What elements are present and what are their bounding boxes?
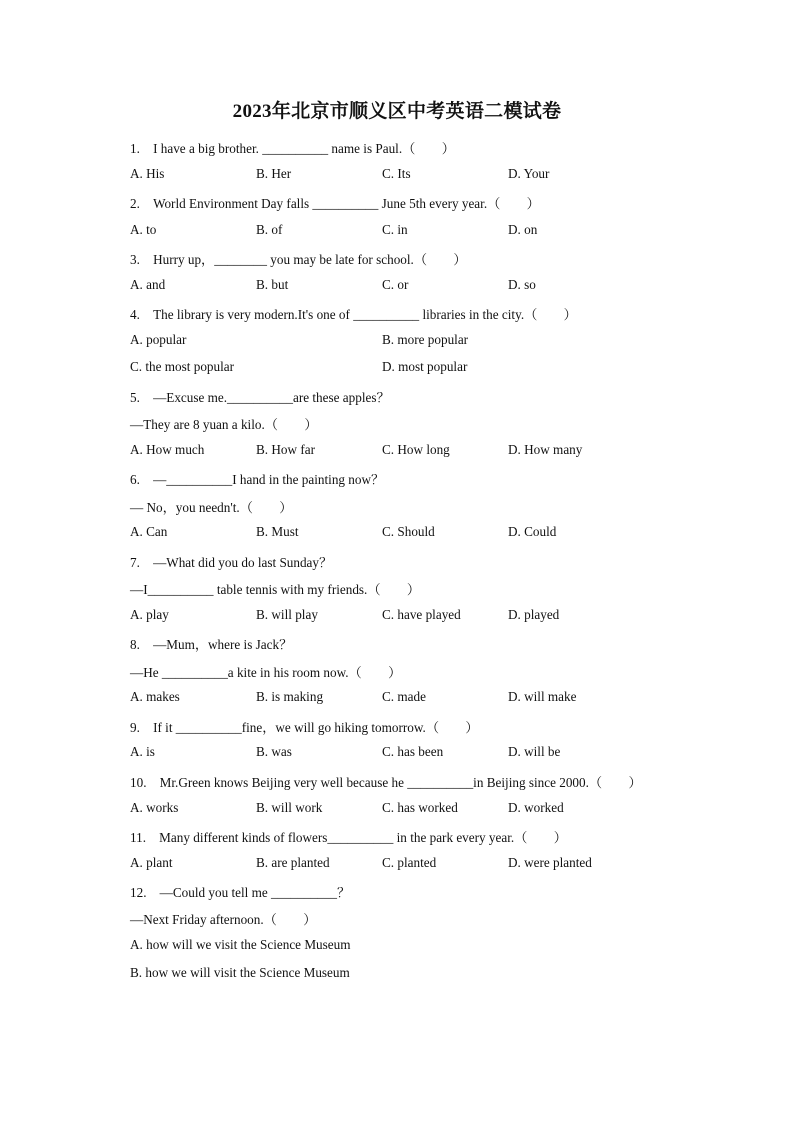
question-2-option-d: D. on: [508, 222, 538, 237]
question-11-option-a: A. plant: [130, 855, 173, 870]
question-5-option-a: A. How much: [130, 442, 205, 457]
question-12-stem: 12. —Could you tell me __________？: [130, 885, 351, 900]
question-7-option-d: D. played: [508, 607, 560, 622]
question-1-option-c: C. Its: [382, 166, 411, 181]
question-5-option-b: B. How far: [256, 442, 315, 457]
question-10-option-c: C. has worked: [382, 800, 458, 815]
question-1-option-a: A. His: [130, 166, 165, 181]
question-6-option-b: B. Must: [256, 524, 299, 539]
question-10-option-a: A. works: [130, 800, 179, 815]
question-4-option-d: D. most popular: [382, 359, 468, 374]
question-4-option-b: B. more popular: [382, 332, 469, 347]
question-11-option-c: C. planted: [382, 855, 437, 870]
question-4-option-c: C. the most popular: [130, 359, 235, 374]
question-7-option-a: A. play: [130, 607, 169, 622]
question-8-dialogue: —He __________a kite in his room now.（ ）: [130, 665, 402, 680]
question-12-option-b: B. how we will visit the Science Museum: [130, 965, 350, 980]
question-6-option-c: C. Should: [382, 524, 435, 539]
question-5-option-c: C. How long: [382, 442, 450, 457]
question-1-stem: 1. I have a big brother. __________ name is Paul.（ ）: [130, 141, 455, 156]
question-11-option-b: B. are planted: [256, 855, 330, 870]
question-9-option-c: C. has been: [382, 744, 444, 759]
question-7-stem: 7. —What did you do last Sunday？: [130, 555, 333, 570]
question-6-dialogue: — No，you needn't.（ ）: [130, 500, 293, 515]
question-5-dialogue: —They are 8 yuan a kilo.（ ）: [130, 417, 318, 432]
question-1-option-d: D. Your: [508, 166, 550, 181]
question-7-option-c: C. have played: [382, 607, 461, 622]
question-2-option-b: B. of: [256, 222, 283, 237]
question-9-option-d: D. will be: [508, 744, 561, 759]
question-8-option-d: D. will make: [508, 689, 577, 704]
question-8-option-b: B. is making: [256, 689, 324, 704]
question-9-option-a: A. is: [130, 744, 155, 759]
question-9-stem: 9. If it __________fine，we will go hiking tomorrow.（ ）: [130, 720, 479, 735]
question-4-option-a: A. popular: [130, 332, 187, 347]
question-12-dialogue: —Next Friday afternoon.（ ）: [130, 912, 317, 927]
question-3-stem: 3. Hurry up，________ you may be late for school.（ ）: [130, 252, 467, 267]
question-2-stem: 2. World Environment Day falls __________ June 5th every year.（ ）: [130, 196, 540, 211]
question-4-stem: 4. The library is very modern.It's one of __________ libraries in the city.（ ）: [130, 307, 577, 322]
question-5-option-d: D. How many: [508, 442, 583, 457]
question-3-option-b: B. but: [256, 277, 289, 292]
question-3-option-a: A. and: [130, 277, 166, 292]
question-7-dialogue: —I__________ table tennis with my friends.（ ）: [130, 582, 421, 597]
question-6-option-a: A. Can: [130, 524, 168, 539]
question-12-option-a: A. how will we visit the Science Museum: [130, 937, 351, 952]
question-3-option-d: D. so: [508, 277, 536, 292]
question-11-stem: 11. Many different kinds of flowers__________ in the park every year.（ ）: [130, 830, 567, 845]
question-9-option-b: B. was: [256, 744, 292, 759]
question-2-option-a: A. to: [130, 222, 157, 237]
question-11-option-d: D. were planted: [508, 855, 592, 870]
question-6-option-d: D. Could: [508, 524, 557, 539]
question-6-stem: 6. —__________I hand in the painting now？: [130, 472, 385, 487]
question-10-stem: 10. Mr.Green knows Beijing very well because he __________in Beijing since 2000.（ ）: [130, 775, 642, 790]
page-title: 2023年北京市顺义区中考英语二模试卷: [232, 101, 562, 122]
question-10-option-d: D. worked: [508, 800, 564, 815]
question-8-option-a: A. makes: [130, 689, 180, 704]
question-2-option-c: C. in: [382, 222, 408, 237]
question-7-option-b: B. will play: [256, 607, 318, 622]
question-1-option-b: B. Her: [256, 166, 292, 181]
question-10-option-b: B. will work: [256, 800, 323, 815]
question-5-stem: 5. —Excuse me.__________are these apples？: [130, 390, 390, 405]
question-8-option-c: C. made: [382, 689, 426, 704]
question-3-option-c: C. or: [382, 277, 409, 292]
question-8-stem: 8. —Mum，where is Jack？: [130, 637, 293, 652]
